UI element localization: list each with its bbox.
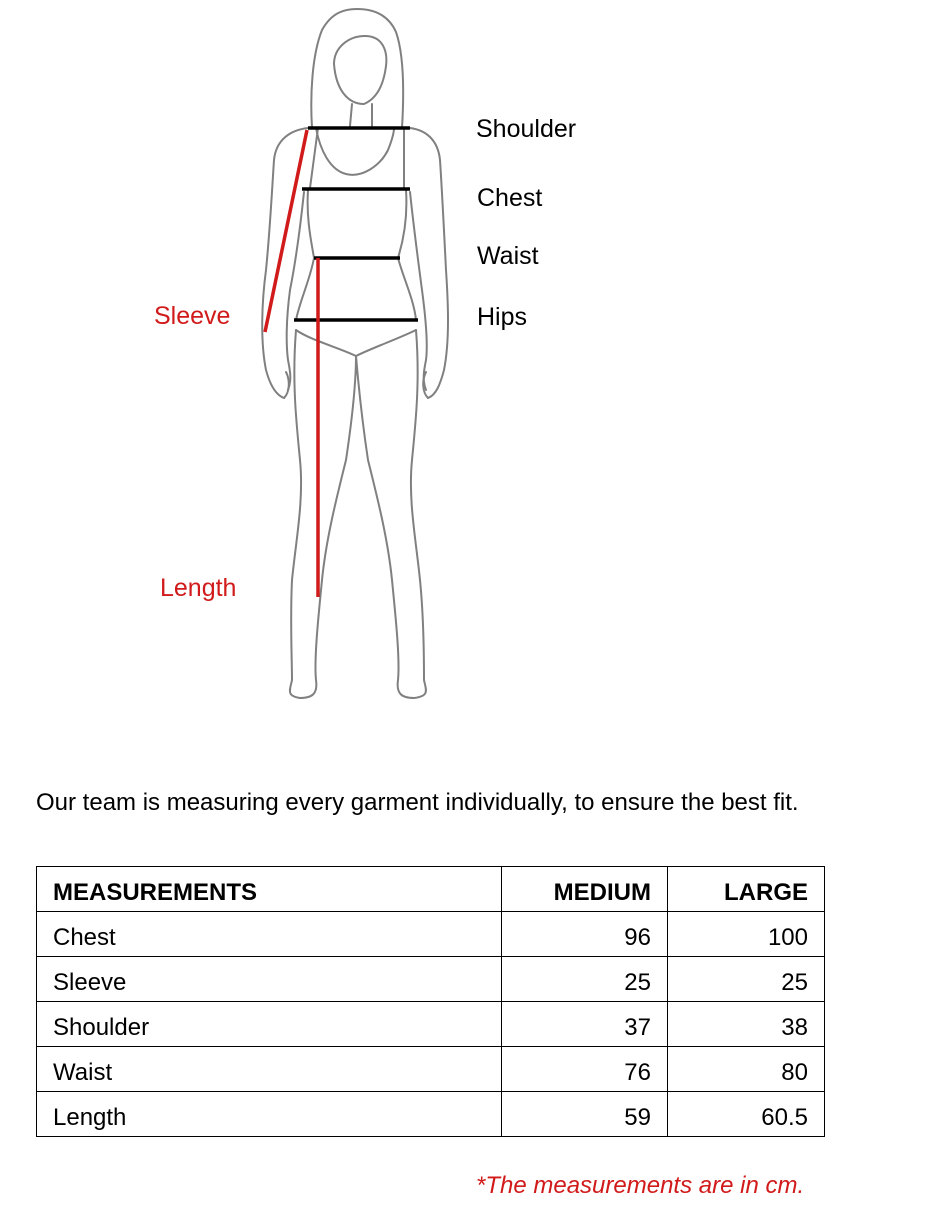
table-row — [37, 1047, 825, 1092]
measurement-name: Waist — [37, 1047, 502, 1092]
large-value: 100 — [668, 912, 825, 957]
shoulder-label: Shoulder — [476, 115, 577, 143]
length-label: Length — [160, 574, 237, 602]
table-row — [37, 912, 825, 957]
highlight-lines — [265, 130, 318, 597]
column-header-medium: MEDIUM — [502, 867, 668, 912]
units-footnote: *The measurements are in cm. — [476, 1172, 805, 1199]
table-row — [37, 1002, 825, 1047]
medium-value: 59 — [502, 1092, 668, 1137]
measurement-name: Shoulder — [37, 1002, 502, 1047]
size-table — [36, 866, 825, 1137]
large-value: 80 — [668, 1047, 825, 1092]
medium-value: 37 — [502, 1002, 668, 1047]
column-header-large: LARGE — [668, 867, 825, 912]
chest-label: Chest — [477, 184, 543, 212]
body-silhouette — [262, 9, 448, 698]
measurement-name: Sleeve — [37, 957, 502, 1002]
large-value: 25 — [668, 957, 825, 1002]
sleeve-label: Sleeve — [154, 302, 231, 330]
measurement-lines — [294, 128, 418, 320]
column-header-measurements: MEASUREMENTS — [37, 867, 502, 912]
table-row — [37, 957, 825, 1002]
waist-label: Waist — [477, 242, 539, 270]
table-header-row — [37, 867, 825, 912]
measurement-name: Length — [37, 1092, 502, 1137]
large-value: 38 — [668, 1002, 825, 1047]
medium-value: 25 — [502, 957, 668, 1002]
medium-value: 96 — [502, 912, 668, 957]
table-row — [37, 1092, 825, 1137]
intro-text: Our team is measuring every garment individually, to ensure the best fit. — [36, 789, 799, 816]
hips-label: Hips — [477, 303, 528, 331]
large-value: 60.5 — [668, 1092, 825, 1137]
measurement-name: Chest — [37, 912, 502, 957]
medium-value: 76 — [502, 1047, 668, 1092]
